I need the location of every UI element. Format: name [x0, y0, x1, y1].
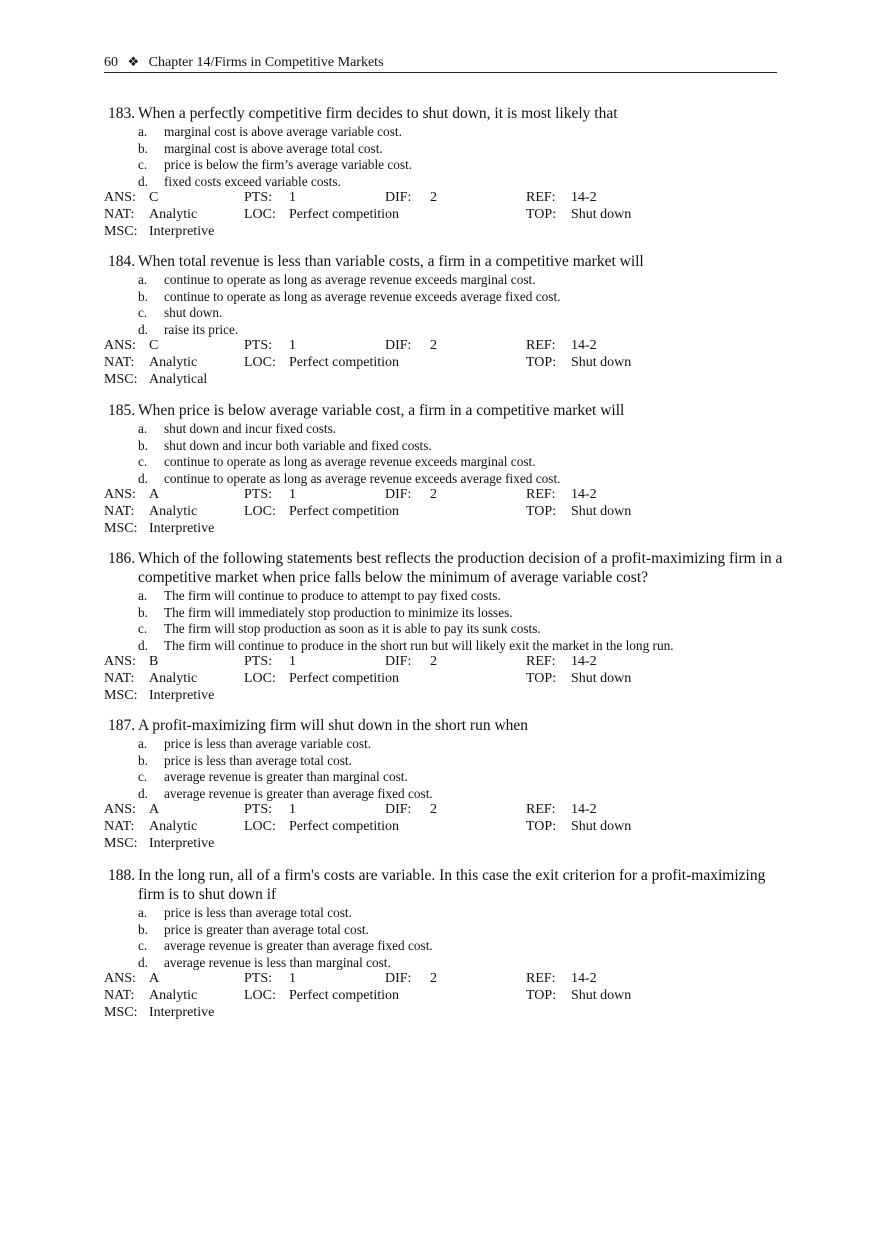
option-item — [104, 736, 784, 753]
option-letter: a. — [138, 272, 148, 287]
nat-value: Analytic — [149, 354, 198, 370]
ans-label: ANS: — [104, 802, 136, 818]
option-letter: b. — [138, 437, 148, 453]
option-item — [104, 421, 784, 438]
question-stem — [104, 401, 784, 420]
loc-label: LOC: — [244, 354, 276, 370]
option-item — [104, 438, 784, 455]
metadata-row-2 — [104, 207, 784, 224]
metadata-row-3 — [104, 836, 784, 853]
top-label: TOP: — [526, 987, 557, 1003]
option-text: average revenue is greater than marginal cost. — [164, 769, 408, 785]
question-stem — [104, 716, 784, 735]
top-value: Shut down — [571, 503, 632, 519]
question-text: Which of the following statements best reflects the production decision of a profit-maximizing firm in a competitive market when price falls below the minimum of average variable cost? — [138, 550, 783, 586]
option-letter: b. — [138, 604, 148, 620]
question-stem — [104, 866, 784, 904]
ans-label: ANS: — [104, 654, 136, 670]
answer-options — [104, 124, 784, 190]
option-letter: b. — [138, 921, 148, 937]
question-text: When total revenue is less than variable costs, a firm in a competitive market will — [138, 253, 644, 270]
question-block — [104, 549, 784, 704]
question-block — [104, 252, 784, 388]
question-block — [104, 716, 784, 852]
option-text: The firm will continue to produce to attempt to pay fixed costs. — [164, 588, 501, 603]
page-number: 60 — [104, 55, 118, 70]
answer-options — [104, 736, 784, 802]
dif-label: DIF: — [385, 802, 412, 818]
ref-label: REF: — [526, 338, 556, 354]
question-text: When price is below average variable cost, a firm in a competitive market will — [138, 402, 625, 419]
top-label: TOP: — [526, 206, 557, 222]
option-item — [104, 588, 784, 605]
option-letter: b. — [138, 752, 148, 768]
option-item — [104, 141, 784, 158]
metadata-row-1 — [104, 487, 784, 504]
metadata-row-3 — [104, 224, 784, 241]
dif-label: DIF: — [385, 190, 412, 206]
option-text: shut down. — [164, 305, 223, 321]
msc-value: Interpretive — [149, 1004, 215, 1020]
option-text: continue to operate as long as average revenue exceeds average fixed cost. — [164, 288, 561, 304]
dif-value: 2 — [430, 338, 437, 354]
option-text: The firm will continue to produce in the short run but will likely exit the market in the long run. — [164, 637, 674, 653]
msc-label: MSC: — [104, 223, 138, 239]
metadata-row-1 — [104, 654, 784, 671]
nat-label: NAT: — [104, 503, 135, 519]
option-letter: c. — [138, 621, 148, 637]
metadata-row-1 — [104, 338, 784, 355]
question-block — [104, 866, 784, 1021]
ref-value: 14-2 — [571, 487, 597, 503]
option-text: price is greater than average total cost. — [164, 921, 369, 937]
ans-value: C — [149, 190, 159, 206]
loc-value: Perfect competition — [289, 206, 400, 222]
question-number: 184. — [108, 253, 136, 270]
option-item — [104, 272, 784, 289]
nat-value: Analytic — [149, 818, 198, 834]
option-text: shut down and incur fixed costs. — [164, 421, 337, 436]
ans-label: ANS: — [104, 190, 136, 206]
metadata-row-1 — [104, 190, 784, 207]
question-number: 185. — [108, 402, 136, 419]
loc-label: LOC: — [244, 670, 276, 686]
dif-value: 2 — [430, 190, 437, 206]
question-stem — [104, 104, 784, 123]
nat-label: NAT: — [104, 354, 135, 370]
option-item — [104, 305, 784, 322]
metadata-row-2 — [104, 355, 784, 372]
option-letter: d. — [138, 173, 148, 189]
option-letter: b. — [138, 288, 148, 304]
option-text: price is below the firm’s average variable cost. — [164, 157, 413, 173]
ref-label: REF: — [526, 654, 556, 670]
option-item — [104, 289, 784, 306]
loc-value: Perfect competition — [289, 354, 400, 370]
dif-label: DIF: — [385, 338, 412, 354]
loc-label: LOC: — [244, 987, 276, 1003]
nat-label: NAT: — [104, 818, 135, 834]
top-label: TOP: — [526, 818, 557, 834]
option-text: shut down and incur both variable and fixed costs. — [164, 437, 432, 453]
msc-value: Analytical — [149, 371, 208, 387]
pts-value: 1 — [289, 654, 296, 670]
option-text: price is less than average total cost. — [164, 905, 352, 920]
option-text: average revenue is greater than average fixed cost. — [164, 938, 433, 954]
pts-label: PTS: — [244, 802, 273, 818]
nat-label: NAT: — [104, 206, 135, 222]
option-item — [104, 621, 784, 638]
option-letter: d. — [138, 954, 148, 970]
option-text: raise its price. — [164, 321, 239, 337]
pts-label: PTS: — [244, 971, 273, 987]
ans-value: A — [149, 802, 160, 818]
msc-label: MSC: — [104, 520, 138, 536]
option-letter: c. — [138, 157, 148, 173]
option-letter: a. — [138, 421, 148, 436]
ans-label: ANS: — [104, 971, 136, 987]
diamond-separator-icon: ❖ — [127, 54, 140, 69]
msc-label: MSC: — [104, 1004, 138, 1020]
option-text: The firm will stop production as soon as it is able to pay its sunk costs. — [164, 621, 541, 637]
option-item — [104, 605, 784, 622]
pts-label: PTS: — [244, 190, 273, 206]
metadata-row-2 — [104, 988, 784, 1005]
option-text: The firm will immediately stop production to minimize its losses. — [164, 604, 513, 620]
metadata-row-3 — [104, 688, 784, 705]
option-item — [104, 938, 784, 955]
metadata-row-2 — [104, 504, 784, 521]
ref-label: REF: — [526, 487, 556, 503]
question-text: When a perfectly competitive firm decides to shut down, it is most likely that — [138, 105, 618, 122]
metadata-row-3 — [104, 521, 784, 538]
question-number: 187. — [108, 717, 136, 734]
option-item — [104, 471, 784, 488]
option-text: fixed costs exceed variable costs. — [164, 173, 341, 189]
loc-label: LOC: — [244, 503, 276, 519]
ans-value: B — [149, 654, 159, 670]
option-letter: c. — [138, 769, 148, 785]
page-header — [104, 52, 777, 73]
msc-value: Interpretive — [149, 835, 215, 851]
question-block — [104, 104, 784, 240]
metadata-row-2 — [104, 671, 784, 688]
option-letter: d. — [138, 637, 148, 653]
top-value: Shut down — [571, 206, 632, 222]
option-letter: c. — [138, 305, 148, 321]
msc-value: Interpretive — [149, 520, 215, 536]
option-item — [104, 638, 784, 655]
loc-value: Perfect competition — [289, 503, 400, 519]
question-stem — [104, 252, 784, 271]
pts-label: PTS: — [244, 654, 273, 670]
dif-value: 2 — [430, 487, 437, 503]
option-text: continue to operate as long as average revenue exceeds marginal cost. — [164, 272, 536, 287]
nat-value: Analytic — [149, 503, 198, 519]
top-value: Shut down — [571, 670, 632, 686]
msc-value: Interpretive — [149, 687, 215, 703]
dif-value: 2 — [430, 971, 437, 987]
option-letter: b. — [138, 140, 148, 156]
pts-label: PTS: — [244, 487, 273, 503]
pts-value: 1 — [289, 487, 296, 503]
option-item — [104, 905, 784, 922]
msc-label: MSC: — [104, 687, 138, 703]
ref-label: REF: — [526, 190, 556, 206]
option-letter: c. — [138, 938, 148, 954]
msc-value: Interpretive — [149, 223, 215, 239]
metadata-row-2 — [104, 819, 784, 836]
msc-label: MSC: — [104, 835, 138, 851]
metadata-row-3 — [104, 372, 784, 389]
option-letter: d. — [138, 470, 148, 486]
question-number: 188. — [108, 867, 136, 884]
option-letter: d. — [138, 785, 148, 801]
option-item — [104, 769, 784, 786]
question-number: 186. — [108, 550, 136, 567]
answer-options — [104, 421, 784, 487]
question-text: A profit-maximizing firm will shut down in the short run when — [138, 717, 529, 734]
option-letter: a. — [138, 905, 148, 920]
pts-value: 1 — [289, 802, 296, 818]
loc-value: Perfect competition — [289, 987, 400, 1003]
option-text: marginal cost is above average variable cost. — [164, 124, 402, 139]
metadata-row-3 — [104, 1005, 784, 1022]
ref-value: 14-2 — [571, 971, 597, 987]
option-text: average revenue is less than marginal cost. — [164, 954, 391, 970]
pts-value: 1 — [289, 971, 296, 987]
option-item — [104, 174, 784, 191]
option-item — [104, 124, 784, 141]
option-item — [104, 322, 784, 339]
ref-label: REF: — [526, 802, 556, 818]
option-letter: a. — [138, 124, 148, 139]
loc-value: Perfect competition — [289, 818, 400, 834]
question-number: 183. — [108, 105, 136, 122]
loc-label: LOC: — [244, 206, 276, 222]
option-item — [104, 922, 784, 939]
ref-value: 14-2 — [571, 654, 597, 670]
ans-value: A — [149, 971, 160, 987]
ref-value: 14-2 — [571, 190, 597, 206]
option-item — [104, 753, 784, 770]
ans-label: ANS: — [104, 338, 136, 354]
loc-label: LOC: — [244, 818, 276, 834]
question-text: In the long run, all of a firm's costs are variable. In this case the exit criterion for a profit-maximizing firm is to shut down if — [138, 867, 766, 903]
option-text: price is less than average total cost. — [164, 752, 352, 768]
top-value: Shut down — [571, 818, 632, 834]
nat-value: Analytic — [149, 987, 198, 1003]
question-stem — [104, 549, 784, 587]
msc-label: MSC: — [104, 371, 138, 387]
ref-value: 14-2 — [571, 338, 597, 354]
pts-label: PTS: — [244, 338, 273, 354]
option-item — [104, 454, 784, 471]
answer-options — [104, 272, 784, 338]
top-label: TOP: — [526, 503, 557, 519]
dif-value: 2 — [430, 802, 437, 818]
option-text: continue to operate as long as average revenue exceeds marginal cost. — [164, 454, 536, 470]
metadata-row-1 — [104, 802, 784, 819]
option-text: average revenue is greater than average fixed cost. — [164, 785, 433, 801]
pts-value: 1 — [289, 190, 296, 206]
nat-label: NAT: — [104, 670, 135, 686]
ans-value: C — [149, 338, 159, 354]
option-item — [104, 955, 784, 972]
question-block — [104, 401, 784, 537]
pts-value: 1 — [289, 338, 296, 354]
dif-label: DIF: — [385, 971, 412, 987]
option-text: price is less than average variable cost. — [164, 736, 372, 751]
option-item — [104, 786, 784, 803]
chapter-title: Chapter 14/Firms in Competitive Markets — [148, 55, 384, 70]
nat-label: NAT: — [104, 987, 135, 1003]
option-letter: c. — [138, 454, 148, 470]
option-text: continue to operate as long as average revenue exceeds average fixed cost. — [164, 470, 561, 486]
answer-options — [104, 905, 784, 971]
nat-value: Analytic — [149, 670, 198, 686]
answer-options — [104, 588, 784, 654]
option-letter: a. — [138, 588, 148, 603]
option-letter: a. — [138, 736, 148, 751]
top-value: Shut down — [571, 987, 632, 1003]
dif-label: DIF: — [385, 654, 412, 670]
ans-value: A — [149, 487, 160, 503]
option-letter: d. — [138, 321, 148, 337]
dif-value: 2 — [430, 654, 437, 670]
top-label: TOP: — [526, 670, 557, 686]
ref-label: REF: — [526, 971, 556, 987]
top-value: Shut down — [571, 354, 632, 370]
metadata-row-1 — [104, 971, 784, 988]
option-item — [104, 157, 784, 174]
ans-label: ANS: — [104, 487, 136, 503]
ref-value: 14-2 — [571, 802, 597, 818]
nat-value: Analytic — [149, 206, 198, 222]
option-text: marginal cost is above average total cost. — [164, 140, 383, 156]
top-label: TOP: — [526, 354, 557, 370]
dif-label: DIF: — [385, 487, 412, 503]
loc-value: Perfect competition — [289, 670, 400, 686]
